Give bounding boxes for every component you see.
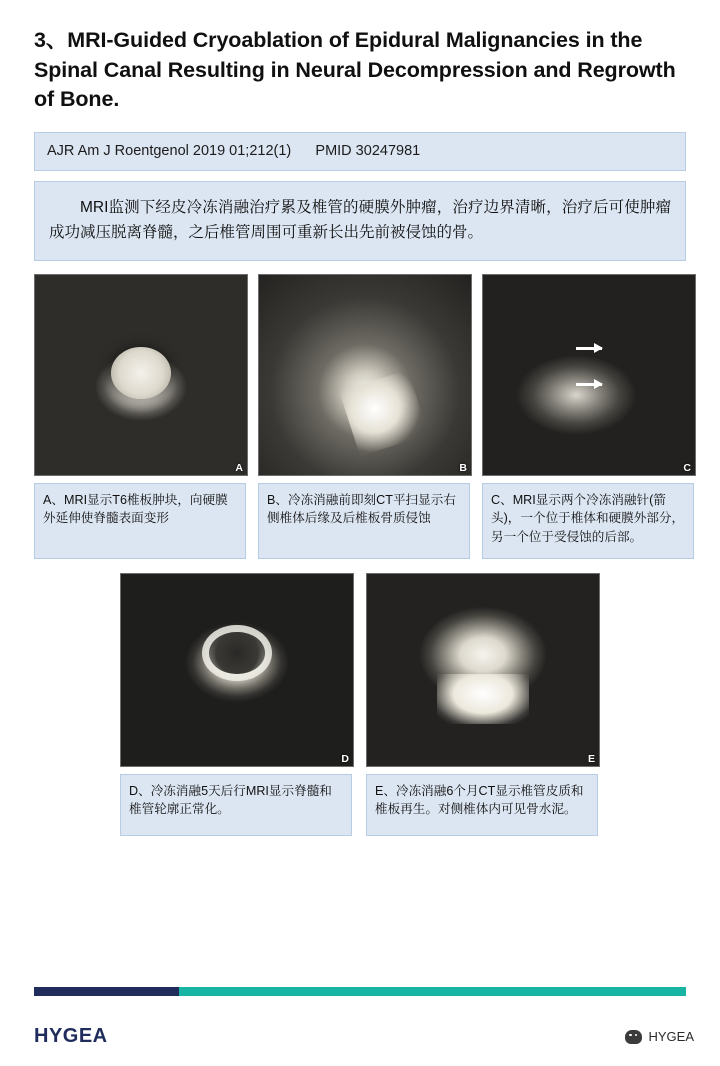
figure-panel-e	[366, 573, 600, 836]
figure-caption-c: C、MRI显示两个冷冻消融针(箭头)，一个位于椎体和硬膜外部分，另一个位于受侵蚀的后部。	[482, 483, 694, 559]
footer-divider	[34, 987, 686, 996]
figure-row-top	[34, 274, 691, 559]
figure-label-c: C	[683, 462, 691, 475]
figure-caption-b: B、冷冻消融前即刻CT平扫显示右侧椎体后缘及后椎板骨质侵蚀	[258, 483, 470, 559]
figure-image-d	[120, 573, 354, 767]
figure-panel-c	[482, 274, 696, 559]
figure-panel-d	[120, 573, 354, 836]
page-title: 3、MRI-Guided Cryoablation of Epidural Malignancies in the Spinal Canal Resulting in Neural Decompression and Regrowth of Bone.	[34, 28, 676, 112]
footer-bar-navy	[34, 987, 179, 996]
brand-logo: HYGEA	[34, 1025, 108, 1047]
figure-image-b	[258, 274, 472, 476]
figure-image-a	[34, 274, 248, 476]
arrow-marker-lower-icon	[576, 383, 602, 386]
citation-bar: AJR Am J Roentgenol 2019 01;212(1) PMID 30247981	[34, 132, 686, 171]
figure-caption-e: E、冷冻消融6个月CT显示椎管皮质和椎板再生。对侧椎体内可见骨水泥。	[366, 774, 598, 836]
figure-label-e: E	[587, 753, 595, 766]
slide	[0, 26, 720, 1066]
abstract-box	[34, 181, 686, 261]
wechat-icon	[625, 1030, 642, 1044]
wechat-label: HYGEA	[648, 1029, 694, 1044]
figure-image-e	[366, 573, 600, 767]
abstract-text: MRI监测下经皮冷冻消融治疗累及椎管的硬膜外肿瘤，治疗边界清晰，治疗后可使肿瘤成功减压脱离脊髓，之后椎管周围可重新长出先前被侵蚀的骨。	[49, 198, 671, 242]
footer-bar-teal	[179, 987, 686, 996]
figure-row-bottom	[34, 573, 686, 836]
figure-panel-a	[34, 274, 248, 559]
figure-panel-b	[258, 274, 472, 559]
arrow-marker-upper-icon	[576, 347, 602, 350]
figure-label-a: A	[235, 462, 243, 475]
figure-caption-d: D、冷冻消融5天后行MRI显示脊髓和椎管轮廓正常化。	[120, 774, 352, 836]
figure-label-d: D	[341, 753, 349, 766]
wechat-account	[625, 1029, 694, 1044]
footer	[34, 1025, 694, 1048]
figure-image-c	[482, 274, 696, 476]
figure-label-b: B	[459, 462, 467, 475]
figure-caption-a: A、MRI显示T6椎板肿块，向硬膜外延伸使脊髓表面变形	[34, 483, 246, 559]
